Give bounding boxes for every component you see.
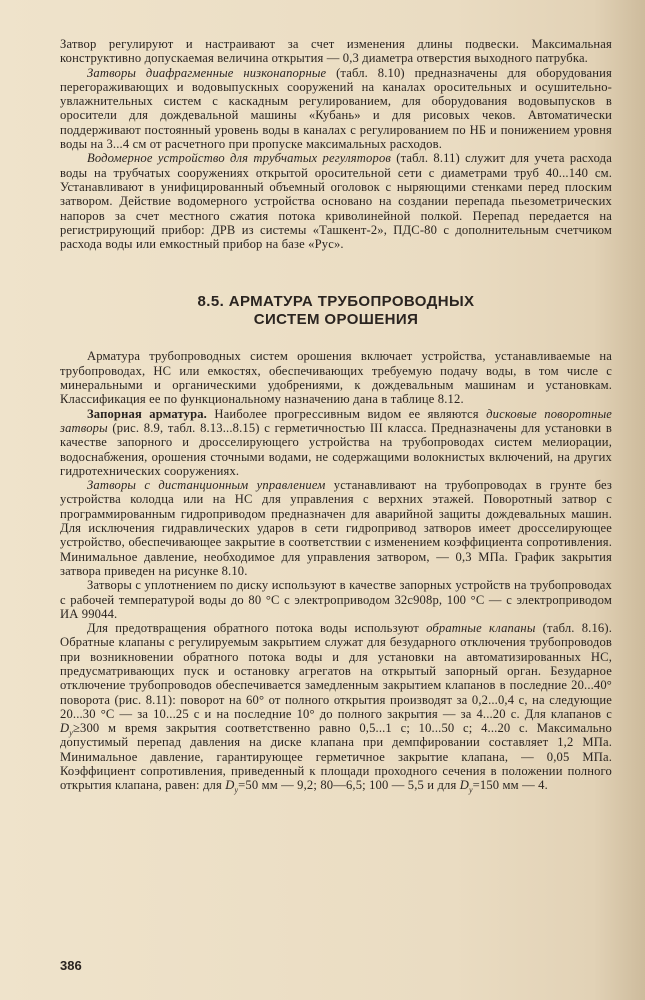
term-remote-gates: Затворы с дистанционным управлением (87, 478, 326, 493)
section-heading-line-1: 8.5. АРМАТУРА ТРУБОПРОВОДНЫХ (197, 293, 475, 311)
paragraph-3: Водомерное устройство для трубчатых регуляторов (табл. 8.11) служит для учета расхода воды на трубчатых сооружениях открытой оросительной сети с диаметрами труб 40...140 см. Устанавливают в унифицированный объемный оголовок с ныряющими стенками перед плоским затвором. Действие водомерного устройства основано на создании перепада пьезометрических напоров за счет местного сжатия потока криволинейной полкой. Перепад передается на регистрирующий прибор: ДРВ из системы «Ташкент-2», ПДС-80 с дополнительным счетчиком расхода воды или емкостный прибор на базе «Рус». (60, 151, 612, 252)
paragraph-1: Затвор регулируют и настраивают за счет изменения длины подвески. Максимальная конструктивно допускаемая величина открытия — 0,3 диаметра отверстия выходного патрубка. (60, 37, 612, 66)
term-water-meter: Водомерное устройство для трубчатых регуляторов (87, 151, 392, 166)
paragraph-6: Затворы с дистанционным управлением устанавливают на трубопроводах в грунте без устройства колодца или на НС для управления с верхних этажей. Поворотный затвор с программированным гидроприводом предназначен для аварийной защиты дождевальных машин. Для исключения гидравлических ударов в сети гидропривод затворов имеет дросселирующее устройство, обеспечивающее закрытие в соответствии с изменением коэффициента сопротивления. Минимальное давление, необходимое для управления затвором, — 0,3 МПа. График закрытия затвора приведен на рисунке 8.10. (60, 478, 612, 578)
paragraph-4: Арматура трубопроводных систем орошения включает устройства, устанавливаемые на трубопроводах, НС или емкостях, обеспечивающих требуемую подачу воды, в том числе с минеральными и органическими удобрениями, к дождевальным машинам и установкам. Классификация ее по функциональному назначению дана в таблице 8.12. (60, 349, 612, 407)
term-disc-gates: дисковые поворотные затворы (60, 406, 612, 435)
text-column (60, 37, 612, 793)
term-shutoff-valves: Запорная арматура. (87, 406, 207, 421)
section-heading-line-2: СИСТЕМ ОРОШЕНИЯ (253, 311, 419, 329)
section-heading (60, 293, 612, 329)
term-check-valves: обратные клапаны (426, 621, 536, 636)
page-number: 386 (60, 958, 82, 973)
paragraph-7: Затворы с уплотнением по диску используют в качестве запорных устройств на трубопроводах с рабочей температурой воды до 80 °С с электроприводом 32с908р, 100 °С — с электроприводом ИА 99044. (60, 578, 612, 621)
paragraph-8: Для предотвращения обратного потока воды используют обратные клапаны (табл. 8.16). Обратные клапаны с регулируемым закрытием служат для безударного отключения трубопроводов при возникновении обратного потока воды и для установки на автоматизированных НС, предусматривающих пуск и остановку агрегатов на открытый запорный орган. Безударное отключение трубопроводов обеспечивается замедленным закрытием клапанов в последние 20...40° поворота (рис. 8.11): поворот на 60° от полного открытия производят за 0,2...0,4 с, на следующие 20...30 °С — за 10...25 с и на последние 10° до полного закрытия — за 4...20 с. Для клапанов с $D_y\ge 300$ м время закрытия соответственно равно 0,5...1 с; 10...50 с; 4...20 с. Максимально допустимый перепад давления на диске клапана при демпфировании составляет 1,2 МПа. Минимальное давление, гарантирующее герметичное закрытие клапана, — 0,05 МПа. Коэффициент сопротивления, приведенный к площади проходного сечения в положении полного открытия клапана, равен: для $D_y=50$ мм — 9,2; 80—6,5; 100 — 5,5 и для $D_y=150$ мм — 4. (60, 621, 613, 795)
term-diaphragm-gates: Затворы диафрагменные низконапорные (87, 65, 327, 80)
paragraph-5: Запорная арматура. Наиболее прогрессивным видом ее являются дисковые поворотные затворы (рис. 8.9, табл. 8.13...8.15) с герметичностью III класса. Предназначены для установки в качестве запорного и дросселирующего устройства на трубопроводах систем мелиорации, водоснабжения, орошения сточными водами, не содержащими волокнистых включений, на других гидротехнических сооружениях. (60, 406, 612, 478)
paragraph-2: Затворы диафрагменные низконапорные (табл. 8.10) предназначены для оборудования перегораживающих и водовыпускных сооружений на каналах оросительных и осушительно-увлажнительных систем с каскадным регулированием, для оборудования водовыпусков в оросители для дождевальной машины «Кубань» и для рисовых чеков. Автоматически поддерживают постоянный уровень воды в каналах с регулированием по НБ и понижением уровня воды на 3...4 см от расчетного при пропуске максимальных расходов. (60, 65, 612, 152)
